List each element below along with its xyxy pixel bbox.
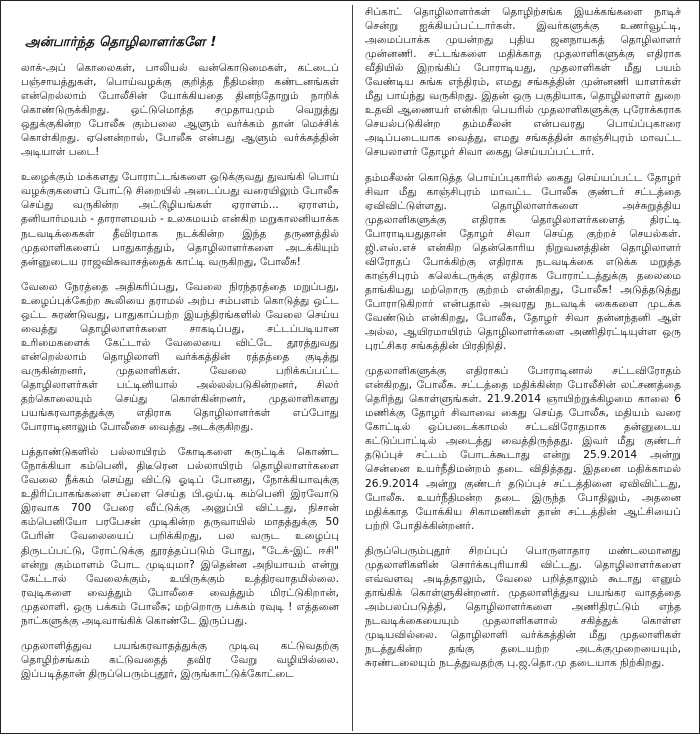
left-column bbox=[21, 61, 339, 681]
paragraph: முதலாளித்துவ பயங்கரவாதத்துக்கு முடிவு கட்டுவதற்கு தொழிற்சங்கம் கட்டுவதைத் தவிர வேறு வழியில்லை. இப்படித்தான் திருப்பெரும்புதூர், இருங்காட்டுக்கோட்டை bbox=[21, 639, 339, 680]
salutation-heading: அன்பார்ந்த தொழிலாளர்களே ! bbox=[25, 35, 217, 50]
right-column bbox=[365, 5, 681, 670]
paragraph: சிப்காட் தொழிலாளர்கள் தொழிற்சங்க இயக்கங்களை நாடிச் சென்று ஐக்கியப்பட்டார்கள். இவர்களுக்கு உணர்வூட்டி, அமைப்பாக்க முயன்றது புதிய ஜனநாயகத் தொழிலாளர் முன்னணி. சட்டங்களை மதிக்காத முதலாளிகளுக்கு எதிராக வீதியில் இறங்கிப் போராடியது, முதலாளிகள் மீது பயம் வேண்டிய சுங்க எந்திரம், எமது சங்கத்தின் முன்னணி யாளர்கள் மீது பாய்ந்து வருகிறது. இதன் ஒரு பகுதியாக, தொழிலாளர் துறை உதவி ஆணையர் என்கிற பெயரில் முதலாளிகளுக்கு புரோக்கராக செயல்படுகின்ற தம்மசீலன் என்பவரது பொய்ப்புகாரை அடிப்படையாக வைத்து, எமது சங்கத்தின் காஞ்சிபுரம் மாவட்ட செயலாளர் தோழர் சிவா கைது செய்யப்பட்டார். bbox=[365, 6, 681, 159]
paragraph: முதலாளிகளுக்கு எதிராகப் போராடினால் சட்டவிரோதம் என்கிறது, போலீசு. சட்டத்தை மதிக்கின்ற போலீசின் லட்சணத்தை தெரிந்து கொள்ளுங்கள். 21.9.2014 ஞாயிற்றுக்கிழமை காலை 6 மணிக்கு தோழர் சிவாவை கைது செய்த போலீசு, மதியம் வரை கோட்டில் ஒப்படைக்காமல் சட்டவிரோதமாக தன்னுடைய கட்டுப்பாட்டில் அடைத்து வைத்திருந்தது. இவர் மீது குண்டர் தடுப்புச் சட்டம் போடக்கூடாது என்று 25.9.2014 அன்று சென்னை உயர்நீதிமன்றம் தடை விதித்தது. இதனை மதிக்காமல் 26.9.2014 அன்று குண்டர் தடுப்புச் சட்டத்தினை ஏவிவிட்டது, போலீசு. உயர்நீதிமன்ற தடை இருந்த போதிலும், அதனை மதிக்காத யோக்கிய சிகாமணிகள் தான் சட்டத்தின் ஆட்சியைப் பற்றி போதிக்கின்றனர். bbox=[365, 365, 681, 532]
paragraph: திருப்பெரும்புதூர் சிறப்புப் பொருளாதார மண்டலமானது முதலாளிகளின் சொர்க்கபுரியாகி விட்டது. தொழிலாளர்களை எவ்வளவு அடித்தாலும், வேலை பறித்தாலும் கூடாது எனும் தாங்கிக் கொள்ளுகின்றனர். முதலாளித்துவ பயங்கர வாதத்தை அம்பலப்படுத்தி, தொழிலாளர்களை அணிதிரட்டும் எந்த நடவடிக்கையையும் முதலாளிகளால் சகித்துக் கொள்ள முடியவில்லை. தொழிலாளி வர்க்கத்தின் மீது முதலாளிகள் நடத்துகின்ற தங்கு தடையற்ற அடக்குமுறையையும், சுரண்டலையும் நடத்துவதற்கு பு.ஜ.தொ.மு தடையாக நிற்கிறது. bbox=[365, 544, 681, 670]
paragraph: பத்தாண்டுகளில் பல்லாயிரம் கோடிகளை சுருட்டிக் கொண்ட நோக்கியா கம்பெனி, திடீரென பல்லாயிரம் தொழிலாளர்களை வேலை நீக்கம் செய்து விட்டு ஓடிப் போனது, நோக்கியாவுக்கு உதிரிப்பாகங்களை சப்ளை செய்த பி.ஒய்.டி கம்பெனி இரவோடு இரவாக 700 பேரை வீட்டுக்கு அனுப்பி விட்டது, நிசான் கம்பெனியோ பரபேசன் முடிகின்ற தருவாயில் மாதத்துக்கு 50 பேரின் வேலையைப் பறிக்கிறது, பல வருட உழைப்பு திருடப்பட்டு, ரோட்டுக்கு தூரத்தப்படும் போது, "டேக்-இட் ஈசி" என்று கும்மாளம் போட முடியுமா? இதென்ன அநியாயம் என்று கேட்டால் வேலைக்கும், உயிருக்கும் உத்திரவாதமில்லை. ரவுடிகளை வைத்தும் போலீசை வைத்தும் மிரட்டுகிறான், முதலாளி. ஒரு பக்கம் போலீசு; மற்றொரு பக்கம் ரவுடி ! எத்தனை நாட்களுக்கு அடிவாங்கிக் கொண்டே இருப்பது. bbox=[21, 446, 339, 627]
paragraph: உழைக்கும் மக்களது போராட்டங்களை ஒடுக்குவது துவங்கி பொய் வழக்குகளைப் போட்டு சிறையில் அடைப்பது வரையிலும் போலீசு செய்து வருகின்ற அட்டூழியங்கள் ஏராளம்... ஏராளம், தனியார்மயம் - தாராளமயம் - உலகமயம் என்கிற மறுகாலனியாக்க நடவடிக்கைகள் தீவிரமாக நடக்கின்ற இந்த தருணத்தில் முதலாளிகளைப் பாதுகாத்தும், தொழிலாளர்களை அடக்கியும் தன்னுடைய ராஜவிசுவாசத்தைக் காட்டி வருகிறது, போலீசு! bbox=[21, 171, 339, 268]
paragraph: லாக்-அப் கொலைகள், பாலியல் வன்கொடுமைகள், கட்டைப் பஞ்சாயத்துகள், பொய்வழக்கு குறித்த நீதிமன்ற கண்டனங்கள் என்றெல்லாம் போலீசின் யோக்கியதை தினந்தோறும் நாறிக் கொண்டுருக்கிறது. ஒட்டுமொத்த சமுதாயமும் வெறுத்து ஒதுக்குகின்ற போலீசு கும்பலை ஆளும் வர்க்கம் தான் மெச்சிக் கொள்கிறது. ஏனென்றால், போலீசு என்பது ஆளும் வர்க்கத்தின் அடியாள் படை! bbox=[21, 62, 339, 159]
paragraph: வேலை நேரத்தை அதிகரிப்பது, வேலை நிரந்தரத்தை மறுப்பது, உழைப்புக்கேற்ற கூலியை தராமல் அற்ப சம்பளம் கொடுத்து ஒட்ட ஒட்ட சுரண்டுவது, பாதுகாப்பற்ற இயந்திரங்களில் வேலை செய்ய வைத்து தொழிலாளர்களை சாகடிப்பது, சட்டப்படியான உரிமைகளைக் கேட்டால் வேலையை விட்டே தூரத்துவது என்றெல்லாம் தொழிலாளி வர்க்கத்தின் ரத்தத்தை குடித்து வருகின்றனர், முதலாளிகள். வேலை பறிக்கப்பட்ட தொழிலாளர்கள் பட்டினியால் அல்லல்படுகின்றனர், சிலர் தற்கொலையும் செய்து கொள்கின்றனர், முதலாளிகளது பயங்கரவாதத்துக்கு எதிராக தொழிலாளர்கள் எப்போது போராடினாலும் போலீசை வைத்து அடக்குகிறது. bbox=[21, 280, 339, 434]
paragraph: தம்மசீலன் கொடுத்த பொய்ப்புகாரில் கைது செய்யப்பட்ட தோழர் சிவா மீது காஞ்சிபுரம் மாவட்ட போலீசு குண்டர் சட்டத்தை ஏவிவிட்டுள்ளது. தொழிலாளர்களை அச்சுறுத்திய முதலாளிகளுக்கு எதிராக தொழிலாளர்களைத் திரட்டி போராடியதுதான் தோழர் சிவா செய்த குற்றச் செயல்கள். ஜி.எஸ்.எச் என்கிற தென்கொரிய நிறுவனத்தின் தொழிலாளர் விரோதப் போக்கிற்கு எதிராக நடவடிக்கை எடுக்க மறுத்த காஞ்சிபுரம் கலெக்டருக்கு எதிராக போராட்டத்துக்கு தலைமை தாங்கியது மற்றொரு குற்றம் என்கிறது, போலீசு! அடுத்தடுத்து போராடுகிறார் என்பதால் அவரது நடவடிக் கைகளை முடக்க வேண்டும் என்கிறது, போலீசு, தோழர் சிவா தன்னந்தனி ஆள் அல்ல, ஆயிரமாயிரம் தொழிலாளர்களை அணிதிரட்டியுள்ள ஒரு புரட்சிகர சங்கத்தின் பிரதிநிதி. bbox=[365, 171, 681, 353]
column-divider bbox=[352, 5, 353, 731]
